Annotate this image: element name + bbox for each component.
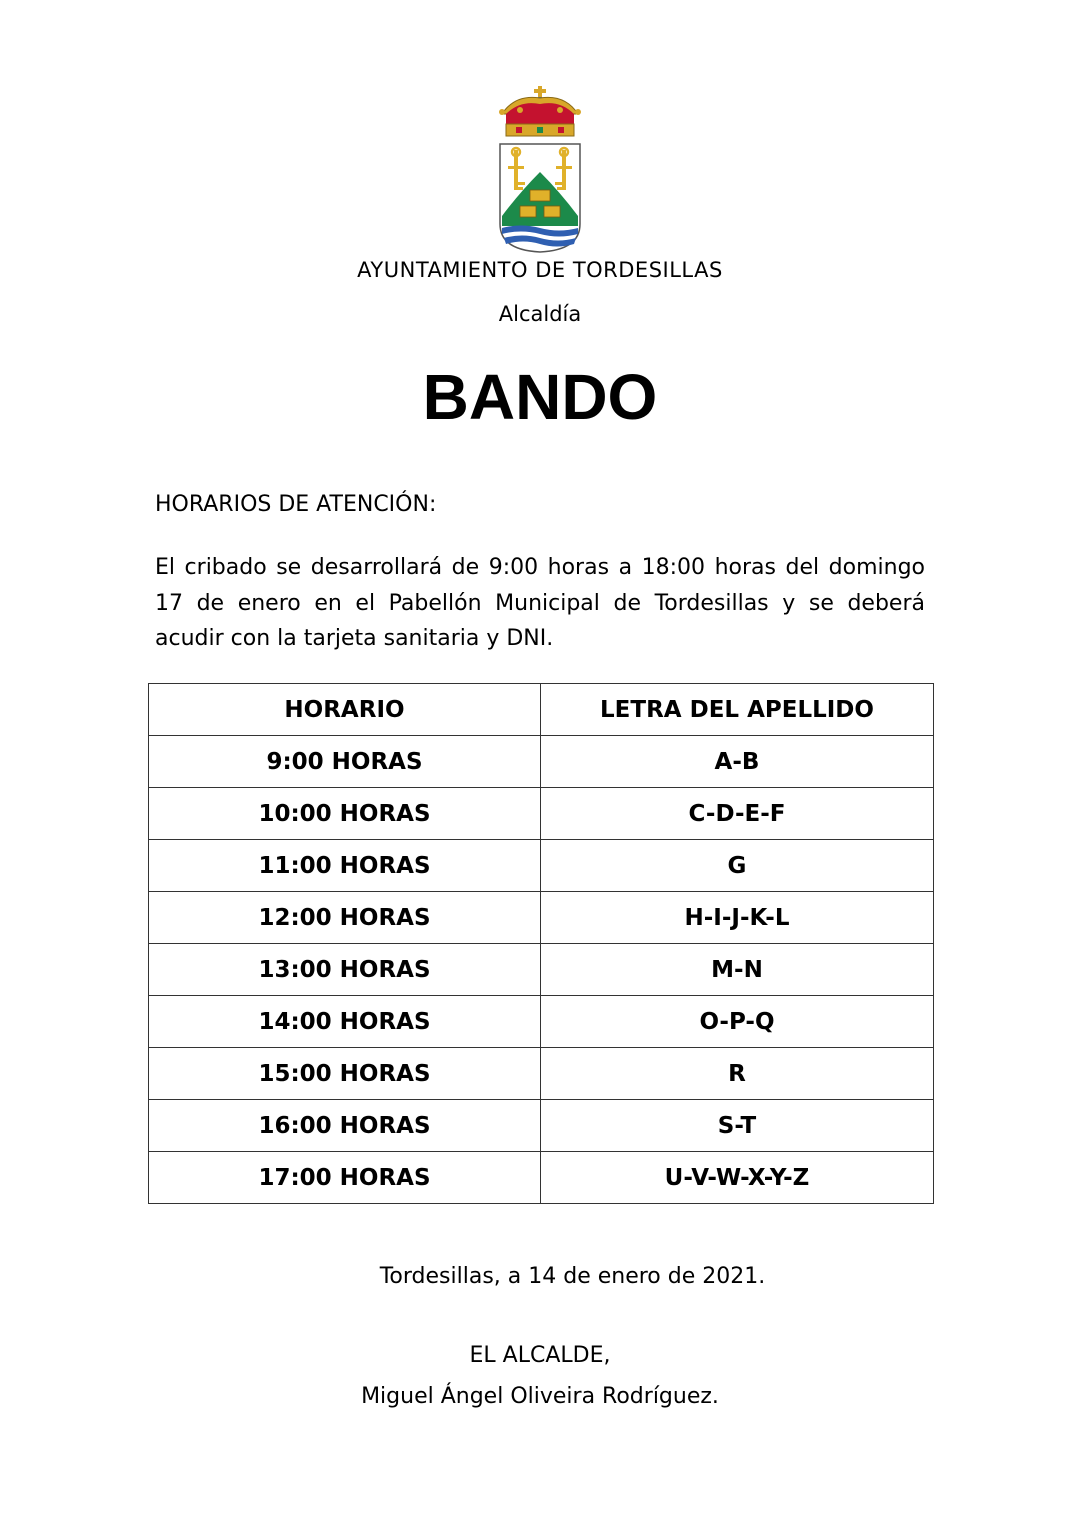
letters-cell: R (541, 1048, 934, 1100)
letters-cell: M-N (541, 944, 934, 996)
section-heading: HORARIOS DE ATENCIÓN: (155, 492, 437, 517)
document-title: BANDO (422, 361, 658, 433)
column-header-letra: LETRA DEL APELLIDO (541, 684, 934, 736)
time-cell: 14:00 HORAS (149, 996, 541, 1048)
time-cell: 13:00 HORAS (149, 944, 541, 996)
table-row (149, 944, 934, 996)
department-name: Alcaldía (498, 302, 582, 326)
table-row (149, 1152, 934, 1204)
organization-name: AYUNTAMIENTO DE TORDESILLAS (357, 258, 723, 282)
letters-cell: U-V-W-X-Y-Z (541, 1152, 934, 1204)
letters-cell: O-P-Q (541, 996, 934, 1048)
column-header-horario: HORARIO (149, 684, 541, 736)
letters-cell: G (541, 840, 934, 892)
letters-cell: C-D-E-F (541, 788, 934, 840)
time-cell: 12:00 HORAS (149, 892, 541, 944)
table-header-row (149, 684, 934, 736)
place-and-date: Tordesillas, a 14 de enero de 2021. (379, 1264, 766, 1289)
table-row (149, 736, 934, 788)
table-row (149, 996, 934, 1048)
body-paragraph: El cribado se desarrollará de 9:00 horas a 18:00 horas del domingo 17 de enero en el Pabellón Municipal de Tordesillas y se deberá acudir con la tarjeta sanitaria y DNI. (155, 555, 925, 651)
letters-cell: H-I-J-K-L (541, 892, 934, 944)
time-cell: 16:00 HORAS (149, 1100, 541, 1152)
coat-of-arms-icon (490, 84, 590, 254)
table-row (149, 892, 934, 944)
signer-name: Miguel Ángel Oliveira Rodríguez. (361, 1384, 719, 1409)
table-row (149, 788, 934, 840)
table-row (149, 1100, 934, 1152)
table-row (149, 1048, 934, 1100)
time-cell: 11:00 HORAS (149, 840, 541, 892)
time-cell: 17:00 HORAS (149, 1152, 541, 1204)
time-cell: 9:00 HORAS (149, 736, 541, 788)
time-cell: 10:00 HORAS (149, 788, 541, 840)
letters-cell: S-T (541, 1100, 934, 1152)
schedule-table (148, 683, 934, 1204)
time-cell: 15:00 HORAS (149, 1048, 541, 1100)
table-row (149, 840, 934, 892)
signer-title: EL ALCALDE, (469, 1343, 611, 1368)
letters-cell: A-B (541, 736, 934, 788)
